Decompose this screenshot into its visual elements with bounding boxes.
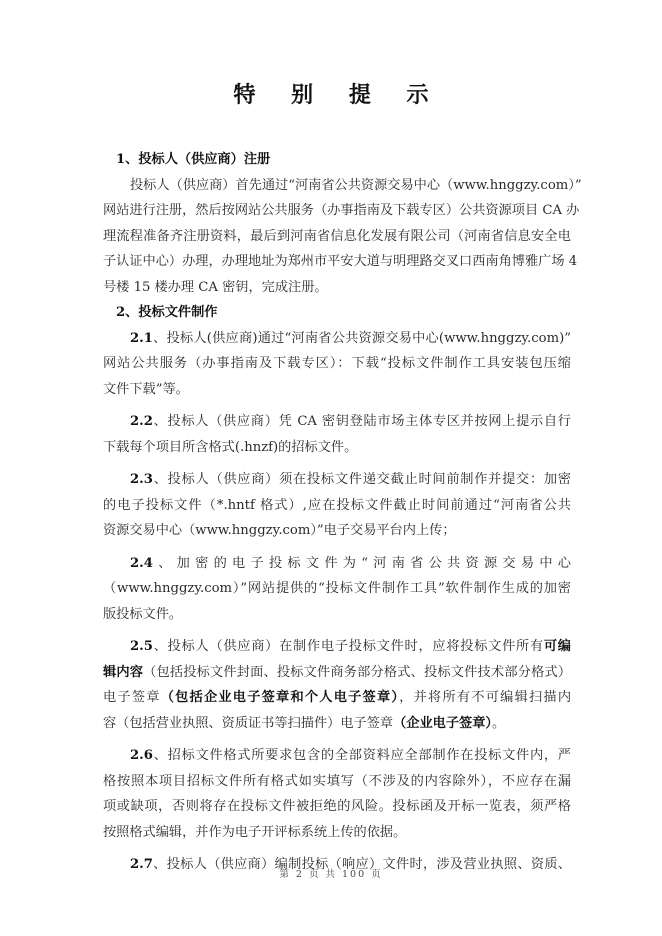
- text-line: 理流程准备齐注册资料，最后到河南省信息化发展有限公司（河南省信息安全电: [103, 228, 571, 244]
- paragraph-2-4: [103, 551, 571, 628]
- document-body: [103, 147, 582, 878]
- text-line: 资源交易中心（www.hnggzy.com）”电子交易平台内上传；: [103, 523, 456, 538]
- text-line: 文件下载”等。: [103, 381, 189, 397]
- text-span: 、招标文件格式所要求包含的全部资料应全部制作在投标文件内，严: [152, 748, 571, 763]
- page-title-text: 特 别 提 示: [233, 82, 443, 108]
- text-span: （包括投标文件封面、投标文件商务部分格式、投标文件技术部分格式）: [143, 664, 572, 680]
- clause-number: 2.7: [130, 857, 153, 872]
- text-line: 按照格式编辑，并作为电子开评标系统上传的依据。: [103, 824, 407, 840]
- text-line: （www.hnggzy.com）”网站提供的“投标文件制作工具”软件制作生成的加密: [103, 581, 571, 596]
- text-line: 网站进行注册，然后按网站公共服务（办事指南及下载专区）公共资源项目 CA 办: [103, 203, 580, 218]
- paragraph-2-1: [103, 326, 571, 403]
- clause-number: 2.5: [130, 639, 153, 654]
- paragraph-registration: [103, 173, 582, 301]
- text-line: 的电子投标文件（*.hntf 格式）,应在投标文件截止时间前通过“河南省公共: [103, 497, 571, 513]
- text-span: ，并将所有不可编辑扫描内: [399, 690, 572, 705]
- paragraph-gap: [103, 736, 571, 743]
- text-span: 、投标人(供应商)通过“河南省公共资源交易中心(www.hnggzy.com)”: [152, 330, 571, 346]
- text-line: [103, 551, 571, 577]
- text-line: [103, 409, 571, 435]
- clause-number: 2.4: [130, 555, 153, 571]
- text-span: 、投标人（供应商）在制作电子投标文件时，应将投标文件所有: [152, 639, 544, 654]
- emphasis-text: 可编: [543, 639, 571, 654]
- text-line: 号楼 15 楼办理 CA 密钥，完成注册。: [103, 279, 328, 295]
- page-footer: 第 2 页 共 100 页: [279, 869, 383, 880]
- emphasis-text: （包括企业电子签章和个人电子签章）: [160, 690, 400, 705]
- text-line: [103, 634, 571, 660]
- text-line: 项或缺项，否则将存在投标文件被拒绝的风险。投标函及开标一览表，须严格: [103, 799, 571, 814]
- text-line: [103, 660, 571, 686]
- paragraph-2-6: [103, 743, 571, 845]
- section-heading-bid-file-production: 2、投标文件制作: [116, 305, 218, 320]
- clause-number: 2.1: [130, 330, 153, 346]
- emphasis-text: （企业电子签章）: [393, 715, 493, 731]
- text-line: 下载每个项目所含格式(.hnzf)的招标文件。: [103, 439, 358, 455]
- text-line: [103, 711, 571, 737]
- paragraph-gap: [103, 460, 571, 467]
- text-span: 容（包括营业执照、资质证书等扫描件）电子签章: [103, 715, 394, 731]
- text-line: 子认证中心）办理，办理地址为郑州市平安大道与明理路交叉口西南角博雅广场 4: [103, 254, 578, 269]
- text-span: 、投标人（供应商）须在投标文件递交截止时间前制作并提交：加密: [152, 472, 571, 487]
- paragraph-2-2: [103, 409, 571, 460]
- paragraph-gap: [103, 627, 571, 634]
- text-span: 。: [492, 715, 506, 731]
- text-line: 网站公共服务（办事指南及下载专区）：下载“投标文件制作工具安装包压缩: [103, 356, 571, 371]
- paragraph-gap: [103, 544, 571, 551]
- page-title: [0, 78, 662, 109]
- paragraph-2-3: [103, 467, 571, 544]
- text-span: 、投标人（供应商）编制投标（响应）文件时，涉及营业执照、资质、: [152, 857, 571, 872]
- text-line: [103, 685, 571, 711]
- text-line: 版投标文件。: [103, 606, 183, 622]
- clause-number: 2.6: [130, 748, 153, 763]
- paragraph-gap: [103, 845, 571, 852]
- text-line: 格按照本项目招标文件所有格式如实填写（不涉及的内容除外），不应存在漏: [103, 773, 571, 789]
- text-line: [103, 467, 571, 493]
- text-line: [103, 743, 571, 769]
- text-span: 电子签章: [103, 690, 161, 705]
- section-heading-registration: 1、投标人（供应商）注册: [116, 152, 271, 167]
- paragraph-gap: [103, 402, 571, 409]
- text-span: 、投标人（供应商）凭 CA 密钥登陆市场主体专区并按网上提示自行: [152, 414, 571, 429]
- clause-number: 2.3: [130, 472, 153, 487]
- clause-number: 2.2: [130, 414, 153, 429]
- text-line: 投标人（供应商）首先通过“河南省公共资源交易中心（www.hnggzy.com）”: [130, 177, 582, 193]
- emphasis-text: 辑内容: [103, 664, 144, 680]
- paragraph-2-5: [103, 634, 571, 736]
- text-line: [103, 326, 571, 352]
- text-span: 、加密的电子投标文件为“河南省公共资源交易中心: [152, 555, 571, 571]
